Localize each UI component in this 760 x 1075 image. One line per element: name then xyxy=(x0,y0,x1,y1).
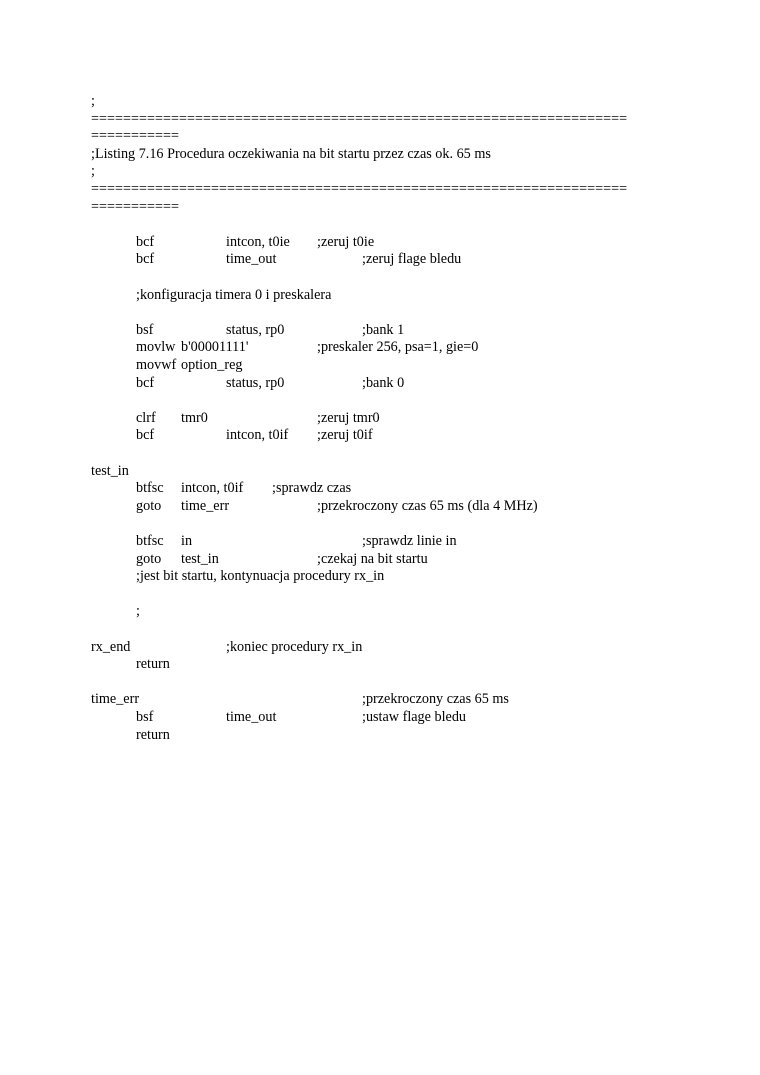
listing-line xyxy=(0,550,760,568)
listing-cell: goto xyxy=(136,550,162,567)
listing-line xyxy=(0,162,760,180)
listing-cell: movlw xyxy=(136,339,176,356)
listing-line xyxy=(0,673,760,691)
listing-cell: status, rp0 xyxy=(226,321,285,338)
listing-line xyxy=(0,638,760,656)
listing-cell: btfsc xyxy=(136,533,164,549)
listing-cell: ;bank 0 xyxy=(362,374,405,391)
listing-line xyxy=(0,426,760,444)
listing-cell: ;ustaw flage bledu xyxy=(362,709,467,725)
listing-line xyxy=(0,356,760,374)
listing-cell: ;sprawdz czas xyxy=(272,480,352,497)
listing-line xyxy=(0,321,760,339)
listing-line xyxy=(0,655,760,673)
listing-line xyxy=(0,215,760,233)
listing-cell: ;jest bit startu, kontynuacja procedury rx_in xyxy=(136,568,385,585)
listing-line xyxy=(0,514,760,532)
listing-cell: return xyxy=(136,656,170,673)
listing-cell: test_in xyxy=(181,550,219,567)
listing-line xyxy=(0,602,760,620)
separator-line: =========== xyxy=(91,198,180,215)
listing-cell: test_in xyxy=(91,462,129,479)
listing-line xyxy=(0,690,760,708)
listing-cell: bsf xyxy=(136,321,154,338)
listing-cell: goto xyxy=(136,497,162,514)
listing-line xyxy=(0,286,760,304)
listing-cell: btfsc xyxy=(136,480,164,497)
listing-cell: time_err xyxy=(91,691,140,708)
listing-line xyxy=(0,585,760,603)
listing-line xyxy=(0,391,760,409)
listing-line xyxy=(0,567,760,585)
listing-line xyxy=(0,250,760,268)
listing-cell: intcon, t0if xyxy=(226,427,289,444)
listing-cell: ;zeruj t0ie xyxy=(317,233,375,250)
listing-line xyxy=(0,409,760,427)
listing-cell: intcon, t0ie xyxy=(226,233,290,250)
listing-line xyxy=(0,532,760,550)
listing-cell: ;Listing 7.16 Procedura oczekiwania na bit startu przez czas ok. 65 ms xyxy=(91,145,491,162)
listing-line xyxy=(0,145,760,163)
listing-cell: ;czekaj na bit startu xyxy=(317,550,428,567)
listing-cell: clrf xyxy=(136,409,156,426)
listing-cell: ;zeruj flage bledu xyxy=(362,251,462,268)
listing-cell: ;sprawdz linie in xyxy=(362,533,457,549)
listing-line xyxy=(0,92,760,110)
listing-line xyxy=(0,479,760,497)
listing-line xyxy=(0,708,760,726)
listing-cell: b'00001111' xyxy=(181,339,249,356)
listing-line xyxy=(0,303,760,321)
listing-cell: movwf xyxy=(136,357,177,373)
listing-cell: ; xyxy=(91,93,95,109)
listing-cell: ;preskaler 256, psa=1, gie=0 xyxy=(317,339,479,356)
listing-line xyxy=(0,374,760,392)
listing-cell: ; xyxy=(91,163,95,180)
listing-cell: ;zeruj tmr0 xyxy=(317,409,380,426)
listing-line xyxy=(0,462,760,480)
listing-cell: bsf xyxy=(136,709,154,725)
listing-line xyxy=(0,338,760,356)
listing-cell: ;przekroczony czas 65 ms xyxy=(362,691,509,708)
listing-line xyxy=(0,444,760,462)
listing-cell: bcf xyxy=(136,374,155,391)
listing-cell: ;koniec procedury rx_in xyxy=(226,638,363,655)
listing-cell: ;bank 1 xyxy=(362,321,405,338)
listing-line xyxy=(0,620,760,638)
listing-cell: status, rp0 xyxy=(226,374,285,391)
listing-cell: ;konfiguracja timera 0 i preskalera xyxy=(136,286,332,303)
listing-cell: in xyxy=(181,533,193,549)
listing-cell: time_out xyxy=(226,709,277,725)
listing-cell: bcf xyxy=(136,427,155,444)
listing-line xyxy=(0,268,760,286)
listing-cell: option_reg xyxy=(181,357,243,373)
listing-line xyxy=(0,233,760,251)
listing-cell: ;przekroczony czas 65 ms (dla 4 MHz) xyxy=(317,497,538,514)
listing-cell: bcf xyxy=(136,251,155,268)
separator-line: =========== xyxy=(91,128,180,145)
listing-cell: ;zeruj t0if xyxy=(317,427,373,444)
separator-line: =================================================================== xyxy=(91,181,628,197)
listing-cell: time_out xyxy=(226,251,277,268)
listing-cell: rx_end xyxy=(91,638,131,655)
listing-line xyxy=(0,726,760,744)
listing-cell: tmr0 xyxy=(181,409,208,426)
listing-cell: return xyxy=(136,726,170,743)
listing-cell: intcon, t0if xyxy=(181,480,244,497)
listing-cell: time_err xyxy=(181,497,230,514)
listing-line xyxy=(0,497,760,515)
listing-cell: bcf xyxy=(136,233,155,250)
listing-cell: ; xyxy=(136,603,140,620)
separator-line: =================================================================== xyxy=(91,110,628,127)
